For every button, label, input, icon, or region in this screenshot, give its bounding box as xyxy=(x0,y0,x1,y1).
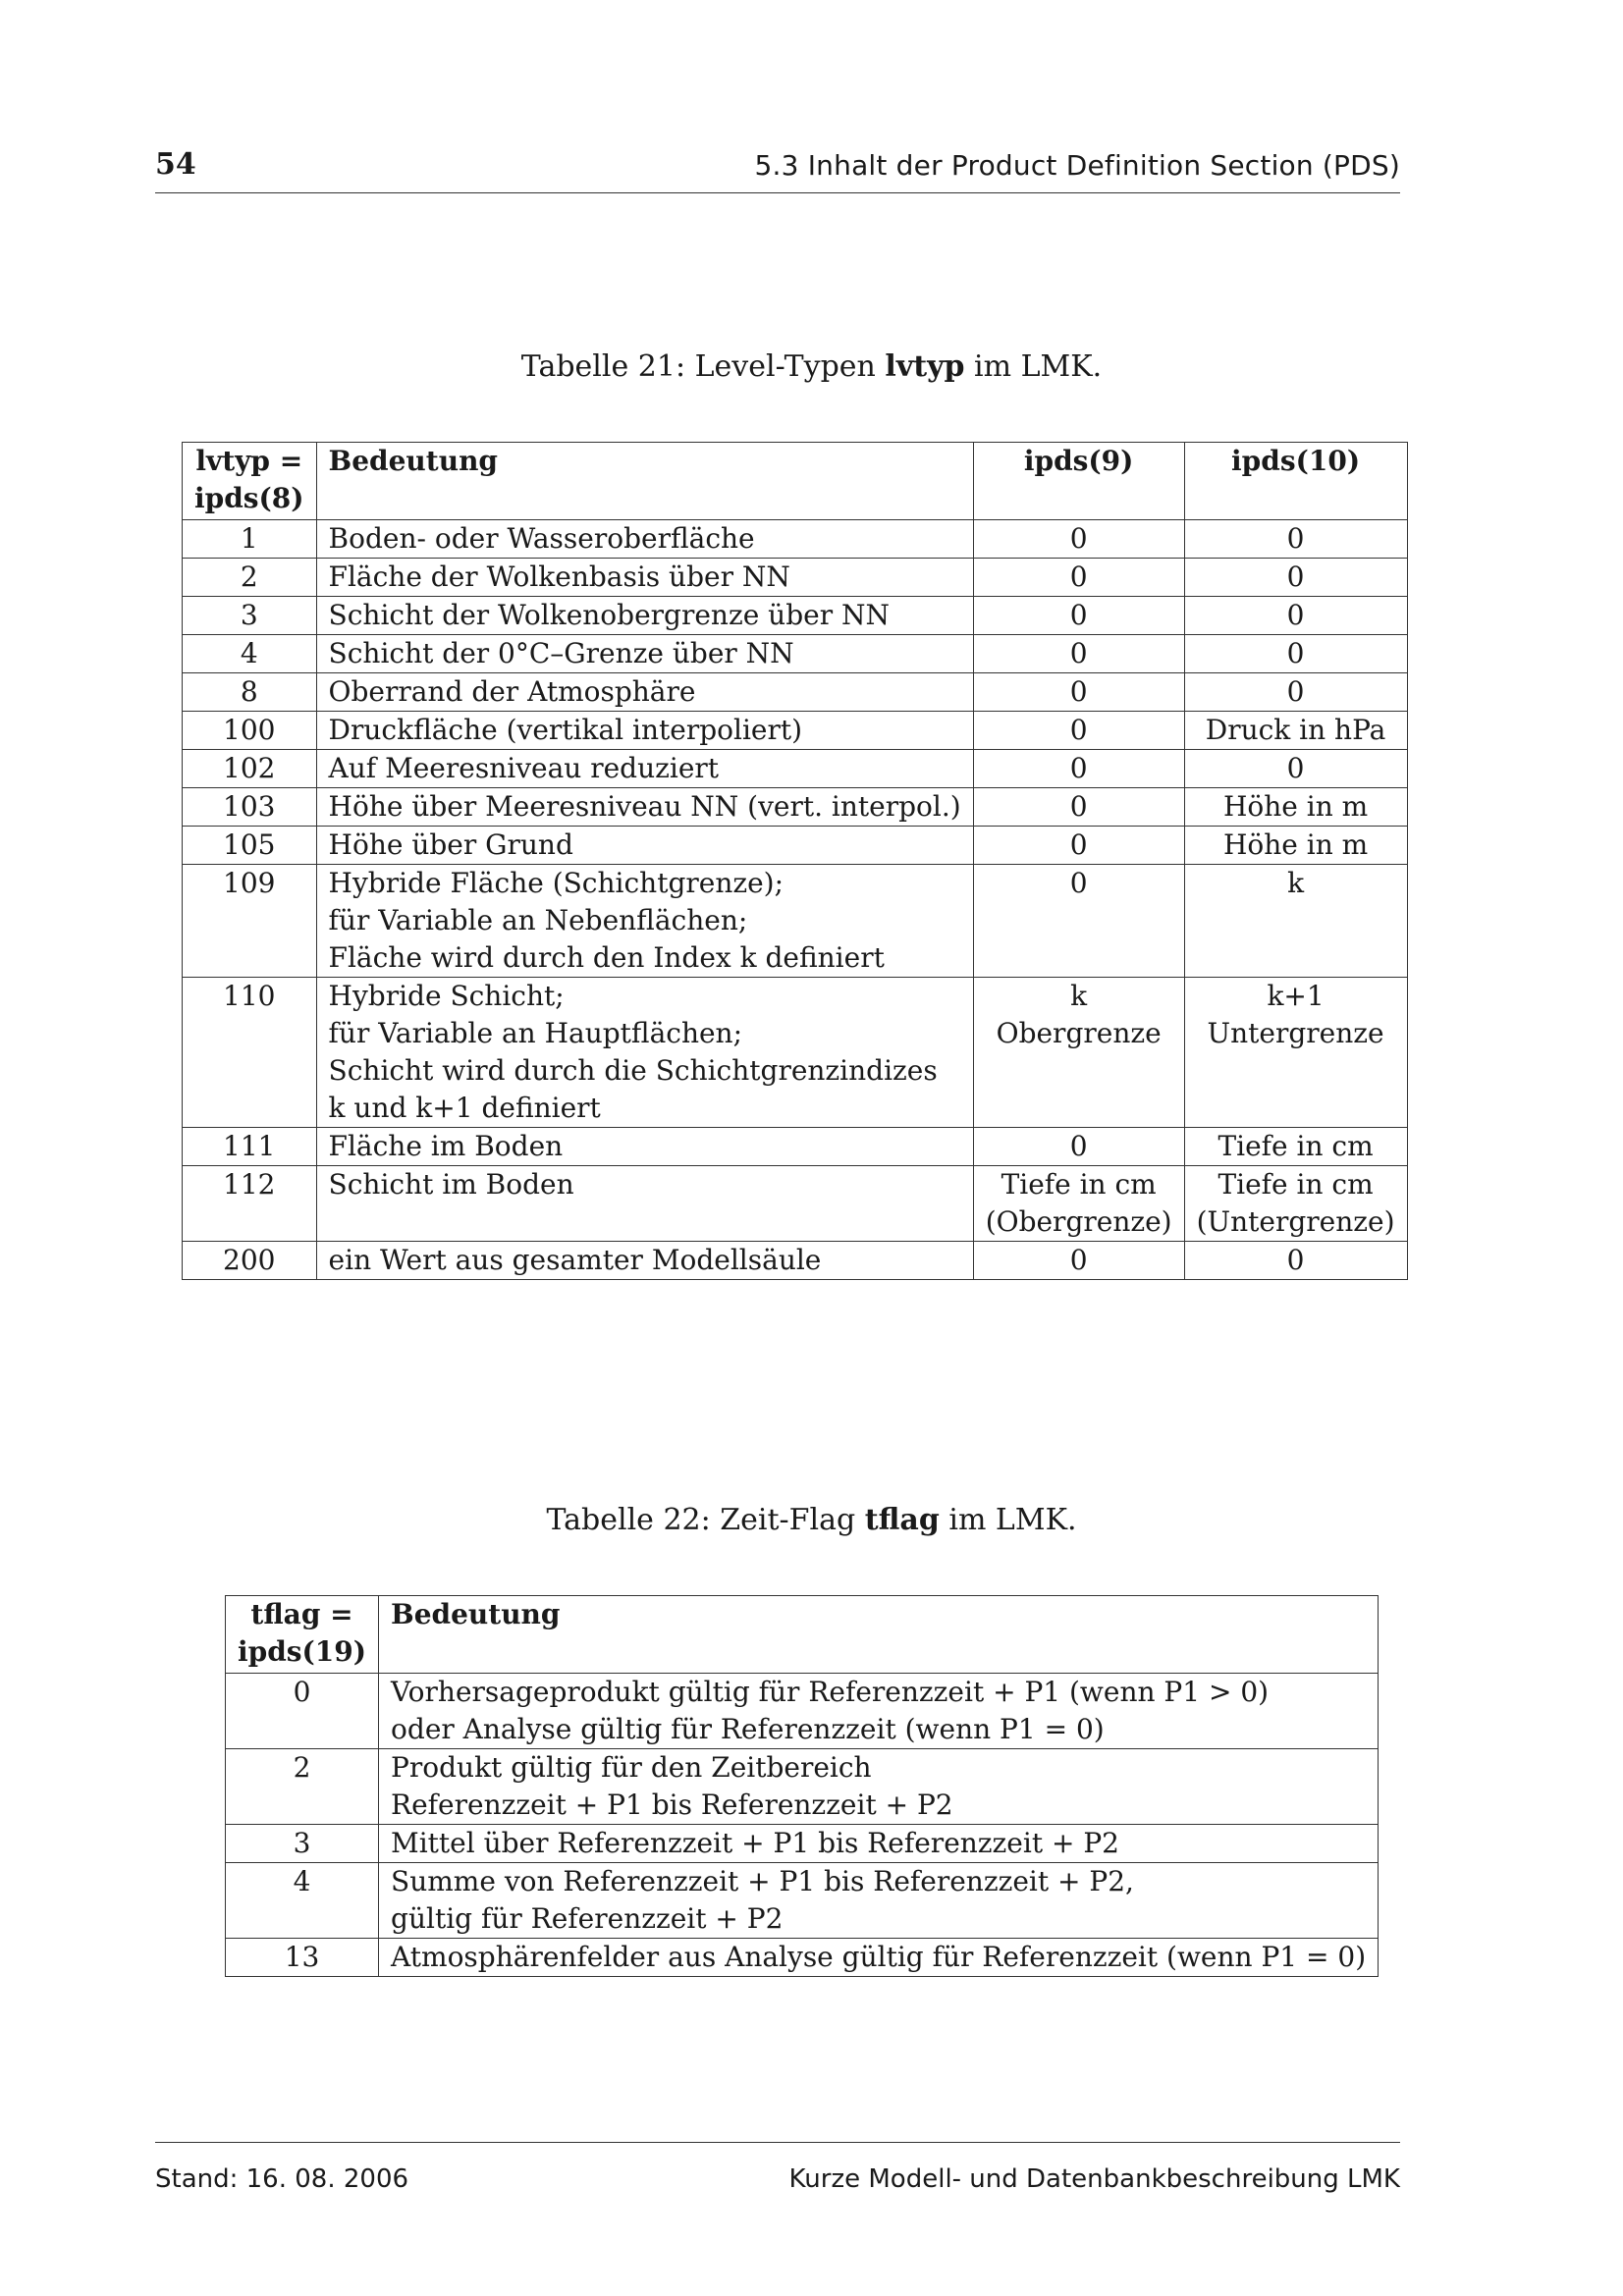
cell-line: (Obergrenze) xyxy=(985,1205,1172,1238)
lvtyp-cell: 8 xyxy=(183,673,317,712)
table21-caption-prefix: Tabelle 21: Level-Typen xyxy=(520,349,886,384)
bedeutung-cell xyxy=(316,1166,973,1242)
table-row xyxy=(183,635,1408,673)
ipds9-cell xyxy=(973,520,1184,559)
lvtyp-cell: 200 xyxy=(183,1242,317,1280)
header-line: ipds(8) xyxy=(194,482,304,514)
cell-line: 0 xyxy=(1286,522,1305,555)
cell-line: k xyxy=(1287,867,1305,899)
cell-line: (Untergrenze) xyxy=(1196,1205,1395,1238)
ipds9-cell xyxy=(973,978,1184,1128)
ipds9-cell xyxy=(973,827,1184,865)
bedeutung-cell xyxy=(316,712,973,750)
cell-line: Referenzzeit + P1 bis Referenzzeit + P2 xyxy=(391,1789,953,1821)
ipds9-cell xyxy=(973,559,1184,597)
cell-line: Fläche im Boden xyxy=(328,1130,564,1162)
cell-line: Schicht wird durch die Schichtgrenzindizes xyxy=(328,1054,938,1087)
cell-line: 0 xyxy=(1069,714,1088,746)
lvtyp-cell: 105 xyxy=(183,827,317,865)
cell-line: gültig für Referenzzeit + P2 xyxy=(391,1902,784,1935)
page-header xyxy=(155,147,1400,193)
table21-caption-bold: lvtyp xyxy=(885,349,965,384)
table21-caption xyxy=(0,349,1623,384)
table-row xyxy=(226,1939,1379,1977)
bedeutung-cell xyxy=(316,750,973,788)
table-row xyxy=(226,1825,1379,1863)
cell-line: Obergrenze xyxy=(996,1017,1162,1049)
tflag-cell: 4 xyxy=(226,1863,379,1939)
ipds10-cell xyxy=(1184,1242,1407,1280)
table22-body xyxy=(226,1674,1379,1977)
ipds9-cell xyxy=(973,750,1184,788)
cell-line: Höhe in m xyxy=(1222,828,1369,861)
tflag-cell: 13 xyxy=(226,1939,379,1977)
ipds10-cell xyxy=(1184,1166,1407,1242)
bedeutung-cell xyxy=(316,1128,973,1166)
ipds10-cell xyxy=(1184,520,1407,559)
table-row xyxy=(183,978,1408,1128)
ipds10-cell xyxy=(1184,559,1407,597)
ipds10-cell xyxy=(1184,1128,1407,1166)
bedeutung-cell xyxy=(379,1749,1379,1825)
ipds10-cell xyxy=(1184,712,1407,750)
table-row xyxy=(183,559,1408,597)
cell-line: 0 xyxy=(1286,675,1305,708)
table22-time-flags xyxy=(225,1595,1379,1977)
table-row xyxy=(226,1674,1379,1749)
cell-line: Boden- oder Wasseroberfläche xyxy=(328,522,755,555)
cell-line: Fläche der Wolkenbasis über NN xyxy=(328,561,790,593)
lvtyp-cell: 112 xyxy=(183,1166,317,1242)
bedeutung-cell xyxy=(379,1863,1379,1939)
cell-line: k xyxy=(1070,980,1088,1012)
lvtyp-cell: 102 xyxy=(183,750,317,788)
cell-line: 0 xyxy=(1069,1130,1088,1162)
bedeutung-cell xyxy=(316,827,973,865)
table-row xyxy=(226,1749,1379,1825)
table-row xyxy=(183,865,1408,978)
lvtyp-cell: 4 xyxy=(183,635,317,673)
table-row xyxy=(183,520,1408,559)
bedeutung-cell xyxy=(316,1242,973,1280)
bedeutung-cell xyxy=(316,788,973,827)
table22-header-tflag xyxy=(226,1596,379,1674)
cell-line: Produkt gültig für den Zeitbereich xyxy=(391,1751,872,1784)
table-row xyxy=(183,1166,1408,1242)
cell-line: 0 xyxy=(1069,561,1088,593)
table21-header-ipds10: ipds(10) xyxy=(1184,443,1407,520)
cell-line: für Variable an Nebenflächen; xyxy=(328,904,748,936)
bedeutung-cell xyxy=(379,1939,1379,1977)
table-row xyxy=(183,1242,1408,1280)
ipds9-cell xyxy=(973,597,1184,635)
cell-line: 0 xyxy=(1069,599,1088,631)
cell-line: für Variable an Hauptflächen; xyxy=(328,1017,743,1049)
cell-line: Atmosphärenfelder aus Analyse gültig für Referenzzeit (wenn P1 = 0) xyxy=(391,1941,1367,1973)
table-row xyxy=(183,827,1408,865)
bedeutung-cell xyxy=(316,865,973,978)
ipds9-cell xyxy=(973,865,1184,978)
cell-line: Druckfläche (vertikal interpoliert) xyxy=(328,714,803,746)
table-row xyxy=(183,788,1408,827)
lvtyp-cell: 109 xyxy=(183,865,317,978)
cell-line: Höhe in m xyxy=(1222,790,1369,823)
ipds9-cell xyxy=(973,712,1184,750)
lvtyp-cell: 2 xyxy=(183,559,317,597)
page-number: 54 xyxy=(155,147,196,182)
bedeutung-cell xyxy=(379,1825,1379,1863)
header-line: lvtyp = xyxy=(195,445,303,477)
cell-line: Untergrenze xyxy=(1207,1017,1384,1049)
header-line: ipds(19) xyxy=(238,1635,367,1668)
tflag-cell: 0 xyxy=(226,1674,379,1749)
header-line: tflag = xyxy=(250,1598,353,1630)
cell-line: 0 xyxy=(1069,828,1088,861)
ipds9-cell xyxy=(973,788,1184,827)
bedeutung-cell xyxy=(316,978,973,1128)
tflag-cell: 3 xyxy=(226,1825,379,1863)
cell-line: Auf Meeresniveau reduziert xyxy=(328,752,720,784)
lvtyp-cell: 111 xyxy=(183,1128,317,1166)
cell-line: Vorhersageprodukt gültig für Referenzzeit + P1 (wenn P1 > 0) xyxy=(391,1676,1270,1708)
cell-line: Schicht der 0°C–Grenze über NN xyxy=(328,637,794,669)
ipds9-cell xyxy=(973,1166,1184,1242)
lvtyp-cell: 103 xyxy=(183,788,317,827)
footer-date: Stand: 16. 08. 2006 xyxy=(155,2164,409,2194)
cell-line: Tiefe in cm xyxy=(1217,1168,1374,1201)
cell-line: Höhe über Grund xyxy=(328,828,573,861)
table21-caption-suffix: im LMK. xyxy=(964,349,1103,384)
table-row xyxy=(226,1863,1379,1939)
ipds9-cell xyxy=(973,1242,1184,1280)
table-row xyxy=(183,1128,1408,1166)
page-footer xyxy=(155,2142,1400,2202)
table22-caption-bold: tflag xyxy=(864,1503,940,1537)
cell-line: k+1 xyxy=(1267,980,1325,1012)
ipds10-cell xyxy=(1184,827,1407,865)
ipds10-cell xyxy=(1184,597,1407,635)
bedeutung-cell xyxy=(316,597,973,635)
ipds10-cell xyxy=(1184,865,1407,978)
cell-line: 0 xyxy=(1069,522,1088,555)
cell-line: Hybride Fläche (Schichtgrenze); xyxy=(328,867,784,899)
bedeutung-cell xyxy=(316,673,973,712)
cell-line: 0 xyxy=(1286,599,1305,631)
table21-header-ipds9: ipds(9) xyxy=(973,443,1184,520)
cell-line: 0 xyxy=(1286,1244,1305,1276)
bedeutung-cell xyxy=(316,520,973,559)
cell-line: Tiefe in cm xyxy=(1001,1168,1157,1201)
cell-line: 0 xyxy=(1069,790,1088,823)
lvtyp-cell: 110 xyxy=(183,978,317,1128)
footer-title: Kurze Modell- und Datenbankbeschreibung LMK xyxy=(788,2164,1400,2194)
cell-line: Mittel über Referenzzeit + P1 bis Referenzzeit + P2 xyxy=(391,1827,1119,1859)
lvtyp-cell: 1 xyxy=(183,520,317,559)
cell-line: Druck in hPa xyxy=(1205,714,1386,746)
cell-line: Tiefe in cm xyxy=(1217,1130,1374,1162)
cell-line: 0 xyxy=(1069,752,1088,784)
cell-line: 0 xyxy=(1069,867,1088,899)
table22-caption-suffix: im LMK. xyxy=(939,1503,1077,1537)
bedeutung-cell xyxy=(316,635,973,673)
ipds9-cell xyxy=(973,673,1184,712)
cell-line: Höhe über Meeresniveau NN (vert. interpol.) xyxy=(328,790,961,823)
table22-caption-prefix: Tabelle 22: Zeit-Flag xyxy=(546,1503,865,1537)
cell-line: Summe von Referenzzeit + P1 bis Referenzzeit + P2, xyxy=(391,1865,1134,1897)
cell-line: 0 xyxy=(1069,675,1088,708)
cell-line: 0 xyxy=(1069,1244,1088,1276)
table22-header-bedeutung: Bedeutung xyxy=(379,1596,1379,1674)
cell-line: 0 xyxy=(1286,637,1305,669)
tflag-cell: 2 xyxy=(226,1749,379,1825)
cell-line: 0 xyxy=(1286,752,1305,784)
table22-header-row xyxy=(226,1596,1379,1674)
ipds10-cell xyxy=(1184,788,1407,827)
lvtyp-cell: 3 xyxy=(183,597,317,635)
ipds10-cell xyxy=(1184,673,1407,712)
table21-header-lvtyp xyxy=(183,443,317,520)
table21-header-bedeutung: Bedeutung xyxy=(316,443,973,520)
table21-header-row xyxy=(183,443,1408,520)
table-row xyxy=(183,712,1408,750)
bedeutung-cell xyxy=(316,559,973,597)
table-row xyxy=(183,597,1408,635)
section-title: 5.3 Inhalt der Product Definition Section (PDS) xyxy=(754,149,1400,182)
cell-line: ein Wert aus gesamter Modellsäule xyxy=(328,1244,822,1276)
cell-line: 0 xyxy=(1069,637,1088,669)
cell-line: Schicht im Boden xyxy=(328,1168,574,1201)
cell-line: Hybride Schicht; xyxy=(328,980,565,1012)
table21-level-types xyxy=(182,442,1408,1280)
cell-line: oder Analyse gültig für Referenzzeit (wenn P1 = 0) xyxy=(391,1713,1105,1745)
cell-line: k und k+1 definiert xyxy=(328,1092,601,1124)
ipds10-cell xyxy=(1184,750,1407,788)
cell-line: Oberrand der Atmosphäre xyxy=(328,675,696,708)
ipds10-cell xyxy=(1184,978,1407,1128)
table-row xyxy=(183,673,1408,712)
table-row xyxy=(183,750,1408,788)
ipds9-cell xyxy=(973,635,1184,673)
bedeutung-cell xyxy=(379,1674,1379,1749)
cell-line: Schicht der Wolkenobergrenze über NN xyxy=(328,599,890,631)
table21-body xyxy=(183,520,1408,1280)
ipds10-cell xyxy=(1184,635,1407,673)
lvtyp-cell: 100 xyxy=(183,712,317,750)
ipds9-cell xyxy=(973,1128,1184,1166)
cell-line: Fläche wird durch den Index k definiert xyxy=(328,941,885,974)
cell-line: 0 xyxy=(1286,561,1305,593)
table22-caption xyxy=(0,1503,1623,1537)
